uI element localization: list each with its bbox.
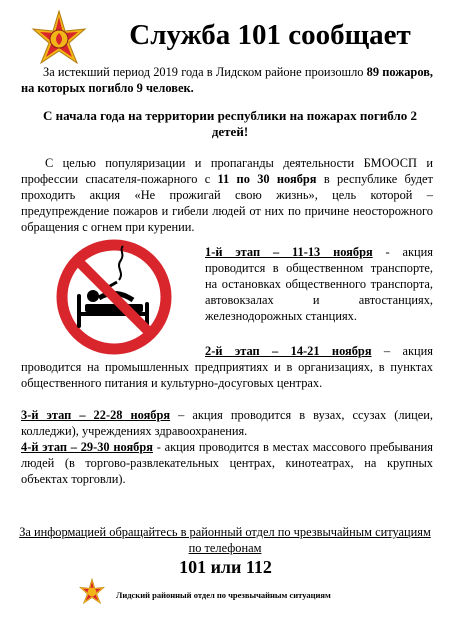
footer-org: Лидский районный отдел по чрезвычайным ситуациям xyxy=(116,590,331,600)
stage-2-label: 2-й этап – 14-21 ноября xyxy=(205,344,372,358)
stage-1-label: 1-й этап – 11-13 ноября xyxy=(205,245,373,259)
stage-4-text: - акция проводится в местах массового пребывания людей (в торгово-развлекательных центрах, кинотеатрах, на крупных объектах торговли). xyxy=(21,440,434,486)
stage-3-label: 3-й этап – 22-28 ноября xyxy=(21,408,171,422)
stats-fires: 89 пожаров, на которых погибло 9 человек. xyxy=(21,65,434,95)
stage-1 xyxy=(205,244,433,324)
stage-3 xyxy=(21,407,433,439)
stage-4 xyxy=(21,439,433,487)
stage-2-text: – акция проводится на промышленных предприятиях и в организациях, в пунктах общественного питания и культурно-досуговых центрах. xyxy=(21,344,434,390)
stage-1-text: - акция проводится в общественном транспорте, на остановках общественного транспорта, автовокзалах и автостанциях, железнодорожных станциях. xyxy=(205,245,433,323)
page-title: Служба 101 сообщает xyxy=(129,19,411,51)
campaign-paragraph xyxy=(21,155,433,235)
stages-list xyxy=(21,244,433,356)
contact-text: За информацией обращайтесь в районный отдел по чрезвычайным ситуациям по телефонам xyxy=(19,525,431,555)
campaign-text-a: С целью популяризации и пропаганды деятельности БМООСП и профессии спасателя-пожарного с xyxy=(21,156,433,186)
campaign-dates: 11 по 30 ноября xyxy=(217,172,317,186)
stats-paragraph xyxy=(21,64,433,96)
phone-numbers: 101 или 112 xyxy=(179,557,272,577)
stage-4-label: 4-й этап – 29-30 ноября xyxy=(21,440,153,454)
stage-2 xyxy=(21,343,433,391)
emergency-emblem-icon xyxy=(30,10,88,68)
stage-3-text: – акция проводится в вузах, ссузах (лицеи, колледжи), учреждениях здравоохранения. xyxy=(21,408,434,438)
stats-text: За истекший период 2019 года в Лидском районе произошло xyxy=(43,65,367,79)
emergency-emblem-icon xyxy=(78,578,106,606)
campaign-text-b: в республике будет проходить акция «Не прожигай свою жизнь», цель которой – предупреждение пожаров и гибели людей от них по причине неосторожного обращения с огнем при курении. xyxy=(21,172,433,234)
children-notice: С начала года на территории республики на пожарах погибло 2 детей! xyxy=(42,108,417,139)
